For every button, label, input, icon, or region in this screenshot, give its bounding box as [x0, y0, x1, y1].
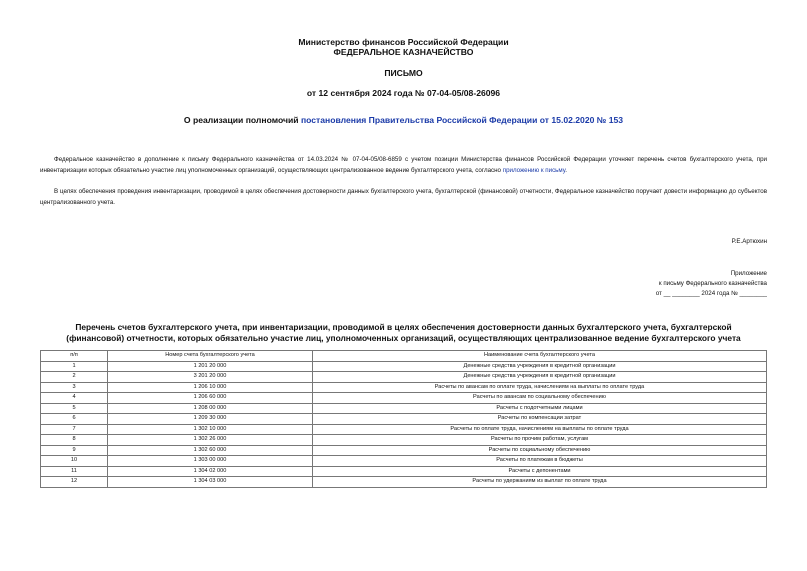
- table-title-line-2: (финансовой) отчетности, которых обязательно участие лиц, уполномоченных организаций, осуществляющих централизованное ведение бухгалтерского учета: [66, 333, 741, 343]
- account-name: Расчеты по платежам в бюджеты: [313, 456, 767, 467]
- account-number: 1 206 60 000: [108, 393, 313, 404]
- row-number: 7: [41, 424, 108, 435]
- subject-prefix: О реализации полномочий: [183, 115, 301, 125]
- account-number: 1 302 10 000: [108, 424, 313, 435]
- table-row: [41, 403, 767, 414]
- appendix-line-3: от __ ________ 2024 года № ________: [655, 290, 767, 298]
- account-number: 1 304 03 000: [108, 477, 313, 488]
- account-number: 1 208 00 000: [108, 403, 313, 414]
- account-name: Расчеты по удержаниям из выплат по оплате труда: [313, 477, 767, 488]
- account-name: Расчеты с депонентами: [313, 466, 767, 477]
- paragraph-1-text: Федеральное казначейство в дополнение к письму Федерального казначейства от 14.03.2024 № 07-04-05/08-6859 с учетом позиции Министерства финансов Российской Федерации уточняет перечень счетов бухгалтерского учета, при инвентаризации которых обязательно участие лиц уполномоченных организаций, осуществляющих централизованное ведение бухгалтерского учета, согласно: [40, 156, 767, 174]
- account-number: 1 201 20 000: [108, 361, 313, 372]
- document-type: ПИСЬМО: [384, 68, 423, 78]
- ministry-name: Министерство финансов Российской Федерации: [298, 37, 509, 47]
- account-number: 3 201 20 000: [108, 372, 313, 383]
- row-number: 10: [41, 456, 108, 467]
- account-name: Расчеты по прочим работам, услугам: [313, 435, 767, 446]
- document-date-number: от 12 сентября 2024 года № 07-04-05/08-26096: [306, 88, 501, 98]
- accounts-table: [40, 350, 767, 488]
- account-number: 1 206 10 000: [108, 382, 313, 393]
- header-number: п/п: [41, 351, 108, 362]
- table-row: [41, 414, 767, 425]
- account-name: Расчеты по авансам по социальному обеспечению: [313, 393, 767, 404]
- account-number: 1 302 60 000: [108, 445, 313, 456]
- table-row: [41, 456, 767, 467]
- table-row: [41, 361, 767, 372]
- account-name: Расчеты по компенсации затрат: [313, 414, 767, 425]
- row-number: 1: [41, 361, 108, 372]
- table-row: [41, 435, 767, 446]
- account-name: Денежные средства учреждения в кредитной организации: [313, 372, 767, 383]
- row-number: 4: [41, 393, 108, 404]
- table-row: [41, 424, 767, 435]
- account-name: Расчеты по оплате труда, начислениям на выплаты по оплате труда: [313, 424, 767, 435]
- row-number: 8: [41, 435, 108, 446]
- signature: Р.Е.Артюхин: [731, 238, 767, 245]
- appendix-block: [656, 269, 767, 300]
- table-header-row: [41, 351, 767, 362]
- row-number: 11: [41, 466, 108, 477]
- document-subject: [0, 115, 807, 125]
- table-row: [41, 393, 767, 404]
- header-account-number: Номер счета бухгалтерского учета: [108, 351, 313, 362]
- table-row: [41, 372, 767, 383]
- account-number: 1 302 26 000: [108, 435, 313, 446]
- table-row: [41, 445, 767, 456]
- table-row: [41, 477, 767, 488]
- account-name: Расчеты по авансам по оплате труда, начислениям на выплаты по оплате труда: [313, 382, 767, 393]
- paragraph-1-end: .: [565, 166, 567, 174]
- row-number: 6: [41, 414, 108, 425]
- appendix-link[interactable]: приложению к письму: [502, 166, 566, 174]
- table-row: [41, 466, 767, 477]
- body-paragraph-1: [40, 155, 767, 176]
- row-number: 3: [41, 382, 108, 393]
- account-number: 1 303 00 000: [108, 456, 313, 467]
- account-name: Расчеты с подотчетными лицами: [313, 403, 767, 414]
- header-account-name: Наименование счета бухгалтерского учета: [313, 351, 767, 362]
- appendix-line-1: Приложение: [730, 270, 767, 277]
- row-number: 9: [41, 445, 108, 456]
- row-number: 12: [41, 477, 108, 488]
- account-number: 1 304 02 000: [108, 466, 313, 477]
- account-name: Денежные средства учреждения в кредитной организации: [313, 361, 767, 372]
- table-row: [41, 382, 767, 393]
- appendix-line-2: к письму Федерального казначейства: [658, 280, 767, 288]
- account-number: 1 209 30 000: [108, 414, 313, 425]
- treasury-name: ФЕДЕРАЛЬНОЕ КАЗНАЧЕЙСТВО: [333, 47, 474, 57]
- table-title-line-1: Перечень счетов бухгалтерского учета, при инвентаризации, проводимой в целях обеспечения достоверности данных бухгалтерского учета, бухгалтерской: [75, 322, 732, 332]
- table-title: [40, 322, 767, 344]
- body-paragraph-2: В целях обеспечения проведения инвентаризации, проводимой в целях обеспечения достоверности данных бухгалтерского учета, бухгалтерской (финансовой) отчетности, Федеральное казначейство поручает довести информацию до субъектов централизованного учета.: [40, 188, 767, 206]
- row-number: 2: [41, 372, 108, 383]
- resolution-link[interactable]: постановления Правительства Российской Федерации от 15.02.2020 № 153: [300, 115, 624, 125]
- account-name: Расчеты по социальному обеспечению: [313, 445, 767, 456]
- row-number: 5: [41, 403, 108, 414]
